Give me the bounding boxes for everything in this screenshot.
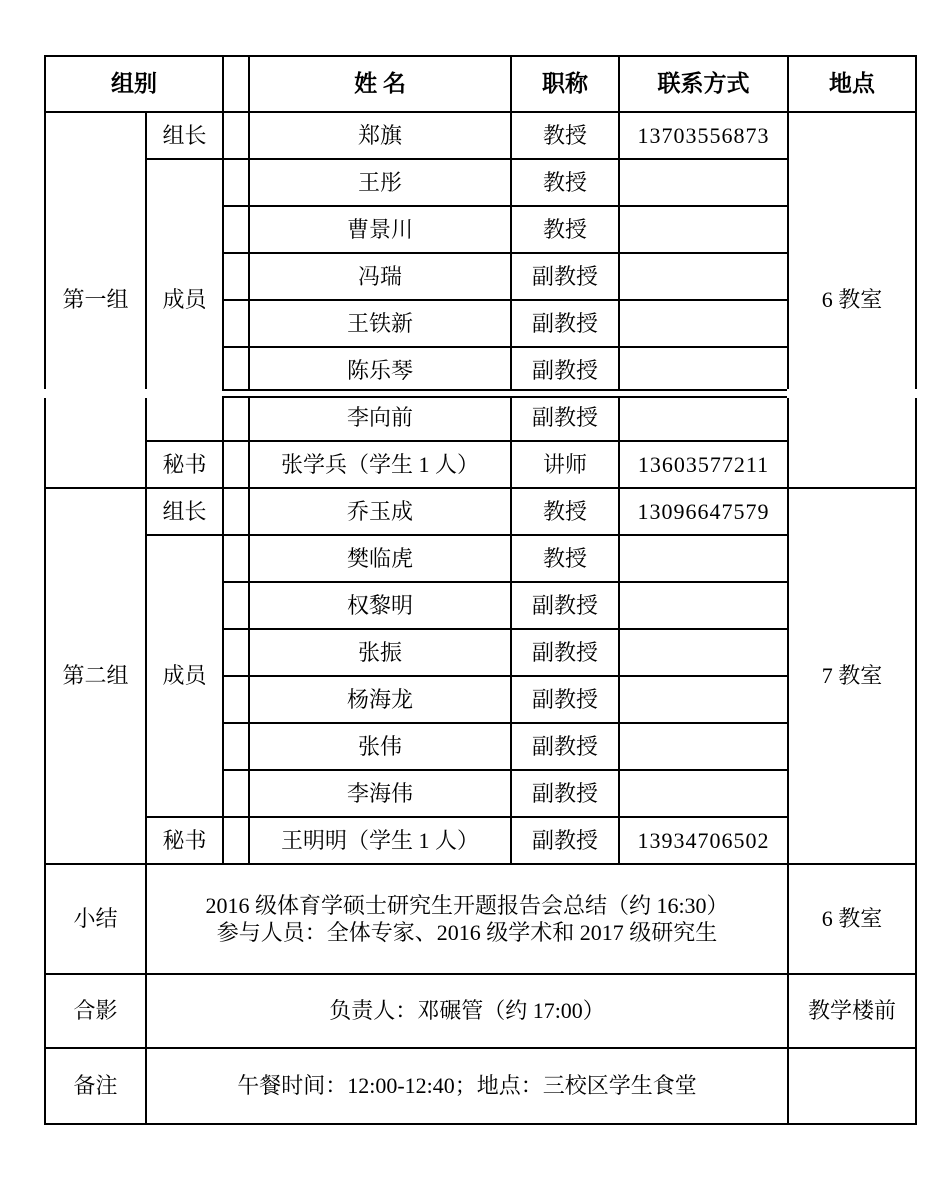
contact-cell (619, 535, 788, 582)
contact-cell (619, 206, 788, 253)
title-cell: 教授 (511, 488, 619, 535)
notes-content-cell: 午餐时间：12:00-12:40；地点：三校区学生食堂 (146, 1048, 788, 1124)
role-cell: 组长 (146, 488, 223, 535)
name-cell: 权黎明 (249, 582, 511, 629)
group2-label-cell: 第二组 (45, 488, 146, 864)
contact-cell (619, 347, 788, 394)
title-cell: 副教授 (511, 300, 619, 347)
title-cell: 副教授 (511, 770, 619, 817)
title-cell: 教授 (511, 206, 619, 253)
title-cell: 副教授 (511, 582, 619, 629)
summary-line1: 2016 级体育学硕士研究生开题报告会总结（约 16:30） (205, 892, 729, 918)
name-cell: 张学兵（学生 1 人） (249, 441, 511, 488)
contact-cell: 13703556873 (619, 112, 788, 159)
table-row (45, 817, 916, 864)
name-cell: 张振 (249, 629, 511, 676)
header-group: 组别 (45, 56, 223, 112)
contact-cell (619, 394, 788, 441)
contact-cell: 13603577211 (619, 441, 788, 488)
name-cell: 乔玉成 (249, 488, 511, 535)
spacer-cell (223, 817, 249, 864)
name-cell: 陈乐琴 (249, 347, 511, 394)
spacer-cell (223, 535, 249, 582)
summary-row (45, 864, 916, 974)
contact-cell (619, 253, 788, 300)
role-cell: 成员 (146, 535, 223, 817)
role-cell: 成员 (146, 159, 223, 441)
title-cell: 教授 (511, 535, 619, 582)
spacer-cell (223, 206, 249, 253)
role-cell: 秘书 (146, 441, 223, 488)
header-location: 地点 (788, 56, 916, 112)
header-spacer-cell (223, 56, 249, 112)
summary-location-cell: 6 教室 (788, 864, 916, 974)
contact-cell (619, 300, 788, 347)
photo-row (45, 974, 916, 1048)
title-cell: 教授 (511, 159, 619, 206)
spacer-cell (223, 441, 249, 488)
summary-content-cell (146, 864, 788, 974)
photo-label-cell: 合影 (45, 974, 146, 1048)
photo-location-cell: 教学楼前 (788, 974, 916, 1048)
table-header-row (45, 56, 916, 112)
summary-label-cell: 小结 (45, 864, 146, 974)
name-cell: 李向前 (249, 394, 511, 441)
spacer-cell (223, 112, 249, 159)
spacer-cell (223, 676, 249, 723)
name-cell: 杨海龙 (249, 676, 511, 723)
title-cell: 副教授 (511, 394, 619, 441)
role-cell: 组长 (146, 112, 223, 159)
table-row (45, 159, 916, 206)
title-cell: 讲师 (511, 441, 619, 488)
spacer-cell (223, 159, 249, 206)
table-row (45, 535, 916, 582)
group1-location-cell: 6 教室 (788, 112, 916, 488)
spacer-cell (223, 300, 249, 347)
spacer-cell (223, 770, 249, 817)
table-row (45, 488, 916, 535)
name-cell: 郑旗 (249, 112, 511, 159)
contact-cell (619, 770, 788, 817)
name-cell: 王铁新 (249, 300, 511, 347)
contact-cell (619, 582, 788, 629)
title-cell: 副教授 (511, 629, 619, 676)
contact-cell (619, 723, 788, 770)
header-title: 职称 (511, 56, 619, 112)
summary-line2: 参与人员：全体专家、2016 级学术和 2017 级研究生 (216, 920, 718, 945)
title-cell: 副教授 (511, 253, 619, 300)
spacer-cell (223, 629, 249, 676)
name-cell: 樊临虎 (249, 535, 511, 582)
spacer-cell (223, 253, 249, 300)
title-cell: 副教授 (511, 347, 619, 394)
contact-cell: 13934706502 (619, 817, 788, 864)
schedule-table (44, 55, 917, 1125)
contact-cell (619, 159, 788, 206)
notes-row (45, 1048, 916, 1124)
contact-cell (619, 676, 788, 723)
header-name: 姓 名 (249, 56, 511, 112)
photo-content-cell: 负责人：邓碾管（约 17:00） (146, 974, 788, 1048)
spacer-cell (223, 347, 249, 394)
name-cell: 冯瑞 (249, 253, 511, 300)
notes-label-cell: 备注 (45, 1048, 146, 1124)
group2-location-cell: 7 教室 (788, 488, 916, 864)
name-cell: 曹景川 (249, 206, 511, 253)
spacer-cell (223, 723, 249, 770)
table-wrapper (44, 55, 915, 1125)
spacer-cell (223, 394, 249, 441)
title-cell: 副教授 (511, 817, 619, 864)
name-cell: 王彤 (249, 159, 511, 206)
spacer-cell (223, 488, 249, 535)
notes-location-cell (788, 1048, 916, 1124)
name-cell: 张伟 (249, 723, 511, 770)
spacer-cell (223, 582, 249, 629)
role-cell: 秘书 (146, 817, 223, 864)
header-contact: 联系方式 (619, 56, 788, 112)
contact-cell (619, 629, 788, 676)
table-row (45, 112, 916, 159)
table-row (45, 441, 916, 488)
group1-label-cell: 第一组 (45, 112, 146, 488)
name-cell: 王明明（学生 1 人） (249, 817, 511, 864)
summary-content (147, 886, 787, 953)
title-cell: 教授 (511, 112, 619, 159)
title-cell: 副教授 (511, 723, 619, 770)
title-cell: 副教授 (511, 676, 619, 723)
contact-cell: 13096647579 (619, 488, 788, 535)
name-cell: 李海伟 (249, 770, 511, 817)
